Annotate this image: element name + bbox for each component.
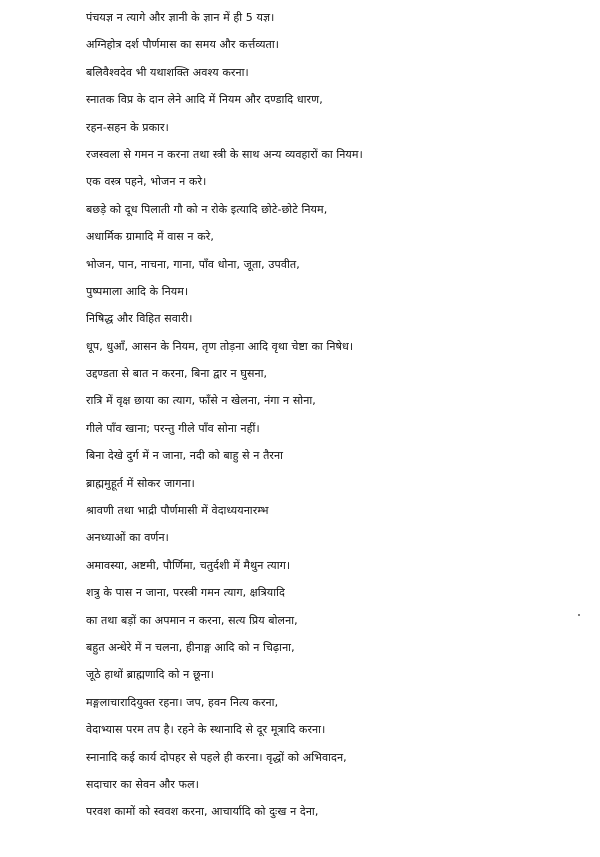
text-line: परवश कामों को स्ववश करना, आचार्यादि को दुःख न देना, — [86, 805, 319, 819]
text-line: जूठे हाथों ब्राह्मणादि को न छूना। — [86, 668, 215, 682]
text-line: अधार्मिक ग्रामादि में वास न करे, — [86, 230, 214, 244]
text-line: स्नानादि कई कार्य दोपहर से पहले ही करना। वृद्धों को अभिवादन, — [86, 750, 347, 764]
scan-speck — [578, 614, 580, 616]
text-line: स्नातक विप्र के दान लेने आदि में नियम और दण्डादि धारण, — [86, 93, 323, 107]
text-line: बछड़े को दूध पिलाती गौ को न रोके इत्यादि छोटे-छोटे नियम, — [86, 202, 328, 216]
text-line: पंचयज्ञ न त्यागे और ज्ञानी के ज्ञान में ही 5 यज्ञ। — [86, 11, 275, 24]
text-line: बिना देखे दुर्ग में न जाना, नदी को बाहु से न तैरना — [86, 449, 284, 463]
text-line: भोजन, पान, नाचना, गाना, पाँव धोना, जूता, उपवीत, — [86, 257, 300, 271]
text-line: रहन-सहन के प्रकार। — [86, 120, 169, 134]
text-line: सदाचार का सेवन और फल। — [86, 777, 199, 791]
text-line: अमावस्या, अष्टमी, पौर्णिमा, चतुर्दशी में मैथुन त्याग। — [86, 558, 291, 572]
text-line: निषिद्ध और विहित सवारी। — [86, 312, 193, 326]
text-line: गीले पाँव खाना; परन्तु गीले पाँव सोना नहीं। — [86, 421, 260, 435]
text-line: वेदाभ्यास परम तप है। रहने के स्थानादि से दूर मूत्रादि करना। — [86, 723, 326, 737]
text-line: मङ्गलाचारादियुक्त रहना। जप, हवन नित्य करना, — [86, 695, 279, 709]
text-lines — [0, 4, 600, 826]
text-line: रजस्वला से गमन न करना तथा स्त्री के साथ अन्य व्यवहारों का नियम। — [86, 147, 363, 161]
text-line: बलिवैश्वदेव भी यथाशक्ति अवश्य करना। — [86, 65, 249, 79]
text-line: ब्राह्ममुहूर्त में सोकर जागना। — [86, 476, 195, 490]
text-line: एक वस्त्र पहने, भोजन न करे। — [86, 175, 207, 189]
text-line: बहुत अन्धेरे में न चलना, हीनाङ्ग आदि को न चिढ़ाना, — [86, 640, 295, 654]
text-line: श्रावणी तथा भाद्री पौर्णमासी में वेदाध्ययनारम्भ — [86, 504, 269, 518]
text-line: उद्दण्डता से बात न करना, बिना द्वार न घुसना, — [86, 367, 268, 381]
text-line: शत्रु के पास न जाना, परस्त्री गमन त्याग, क्षत्रियादि — [86, 586, 285, 600]
text-line: पुष्पमाला आदि के नियम। — [86, 284, 189, 298]
text-line: का तथा बड़ों का अपमान न करना, सत्य प्रिय बोलना, — [86, 613, 298, 627]
text-line: अग्निहोत्र दर्श पौर्णमास का समय और कर्त्तव्यता। — [86, 38, 280, 52]
text-line: धूप, धुआँ, आसन के नियम, तृण तोड़ना आदि वृथा चेष्टा का निषेध। — [86, 339, 354, 353]
text-line: अनध्याओं का वर्णन। — [86, 531, 169, 545]
text-line: रात्रि में वृक्ष छाया का त्याग, फाँसे न खेलना, नंगा न सोना, — [86, 394, 316, 408]
